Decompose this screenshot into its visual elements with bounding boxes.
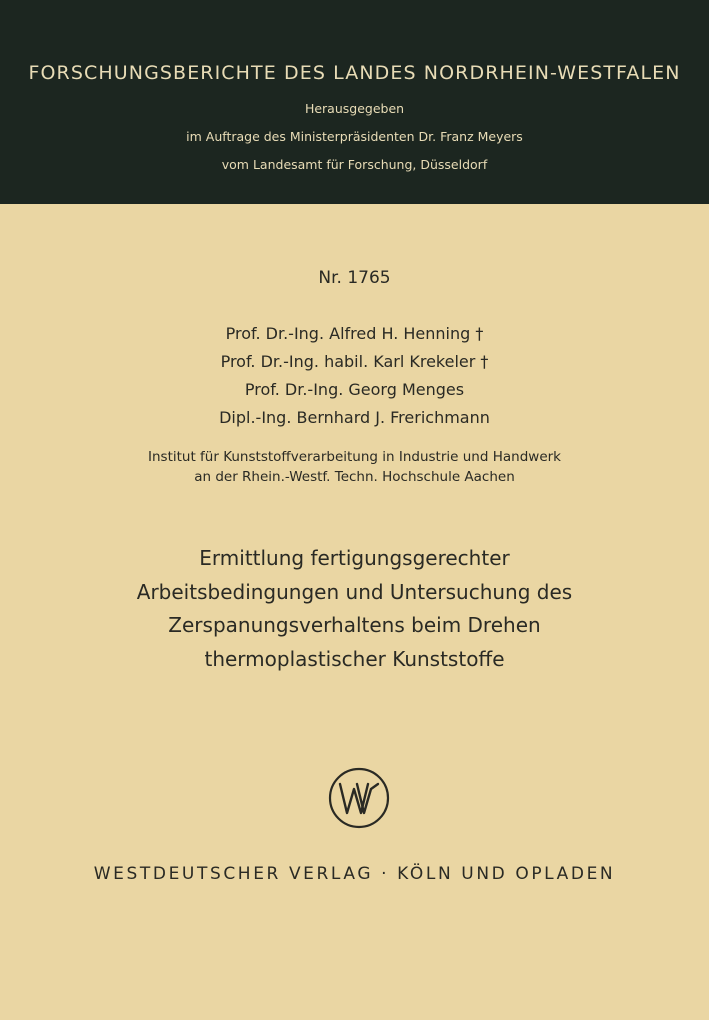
report-number: Nr. 1765 xyxy=(318,268,391,288)
author-3: Prof. Dr.-Ing. Georg Menges xyxy=(244,380,465,399)
wv-publisher-logo-icon xyxy=(328,767,390,829)
author-4: Dipl.-Ing. Bernhard J. Frerichmann xyxy=(219,408,490,427)
editor-line: Herausgegeben xyxy=(304,101,405,116)
title-line-4: thermoplastischer Kunststoffe xyxy=(204,647,505,671)
title-line-3: Zerspanungsverhaltens beim Drehen xyxy=(168,613,541,637)
office-line: vom Landesamt für Forschung, Düsseldorf xyxy=(221,157,488,172)
institute-line-2: an der Rhein.-Westf. Techn. Hochschule Aachen xyxy=(194,469,515,485)
author-2: Prof. Dr.-Ing. habil. Karl Krekeler † xyxy=(220,352,489,371)
title-line-1: Ermittlung fertigungsgerechter xyxy=(199,546,510,570)
author-1: Prof. Dr.-Ing. Alfred H. Henning † xyxy=(225,324,484,343)
commission-line: im Auftrage des Ministerpräsidenten Dr. Franz Meyers xyxy=(186,129,523,144)
series-header xyxy=(0,0,709,204)
publisher-line: WESTDEUTSCHER VERLAG · KÖLN UND OPLADEN xyxy=(93,864,616,884)
series-title: FORSCHUNGSBERICHTE DES LANDES NORDRHEIN-WESTFALEN xyxy=(28,62,681,84)
institute-line-1: Institut für Kunststoffverarbeitung in Industrie und Handwerk xyxy=(148,449,561,465)
title-line-2: Arbeitsbedingungen und Untersuchung des xyxy=(136,580,573,604)
